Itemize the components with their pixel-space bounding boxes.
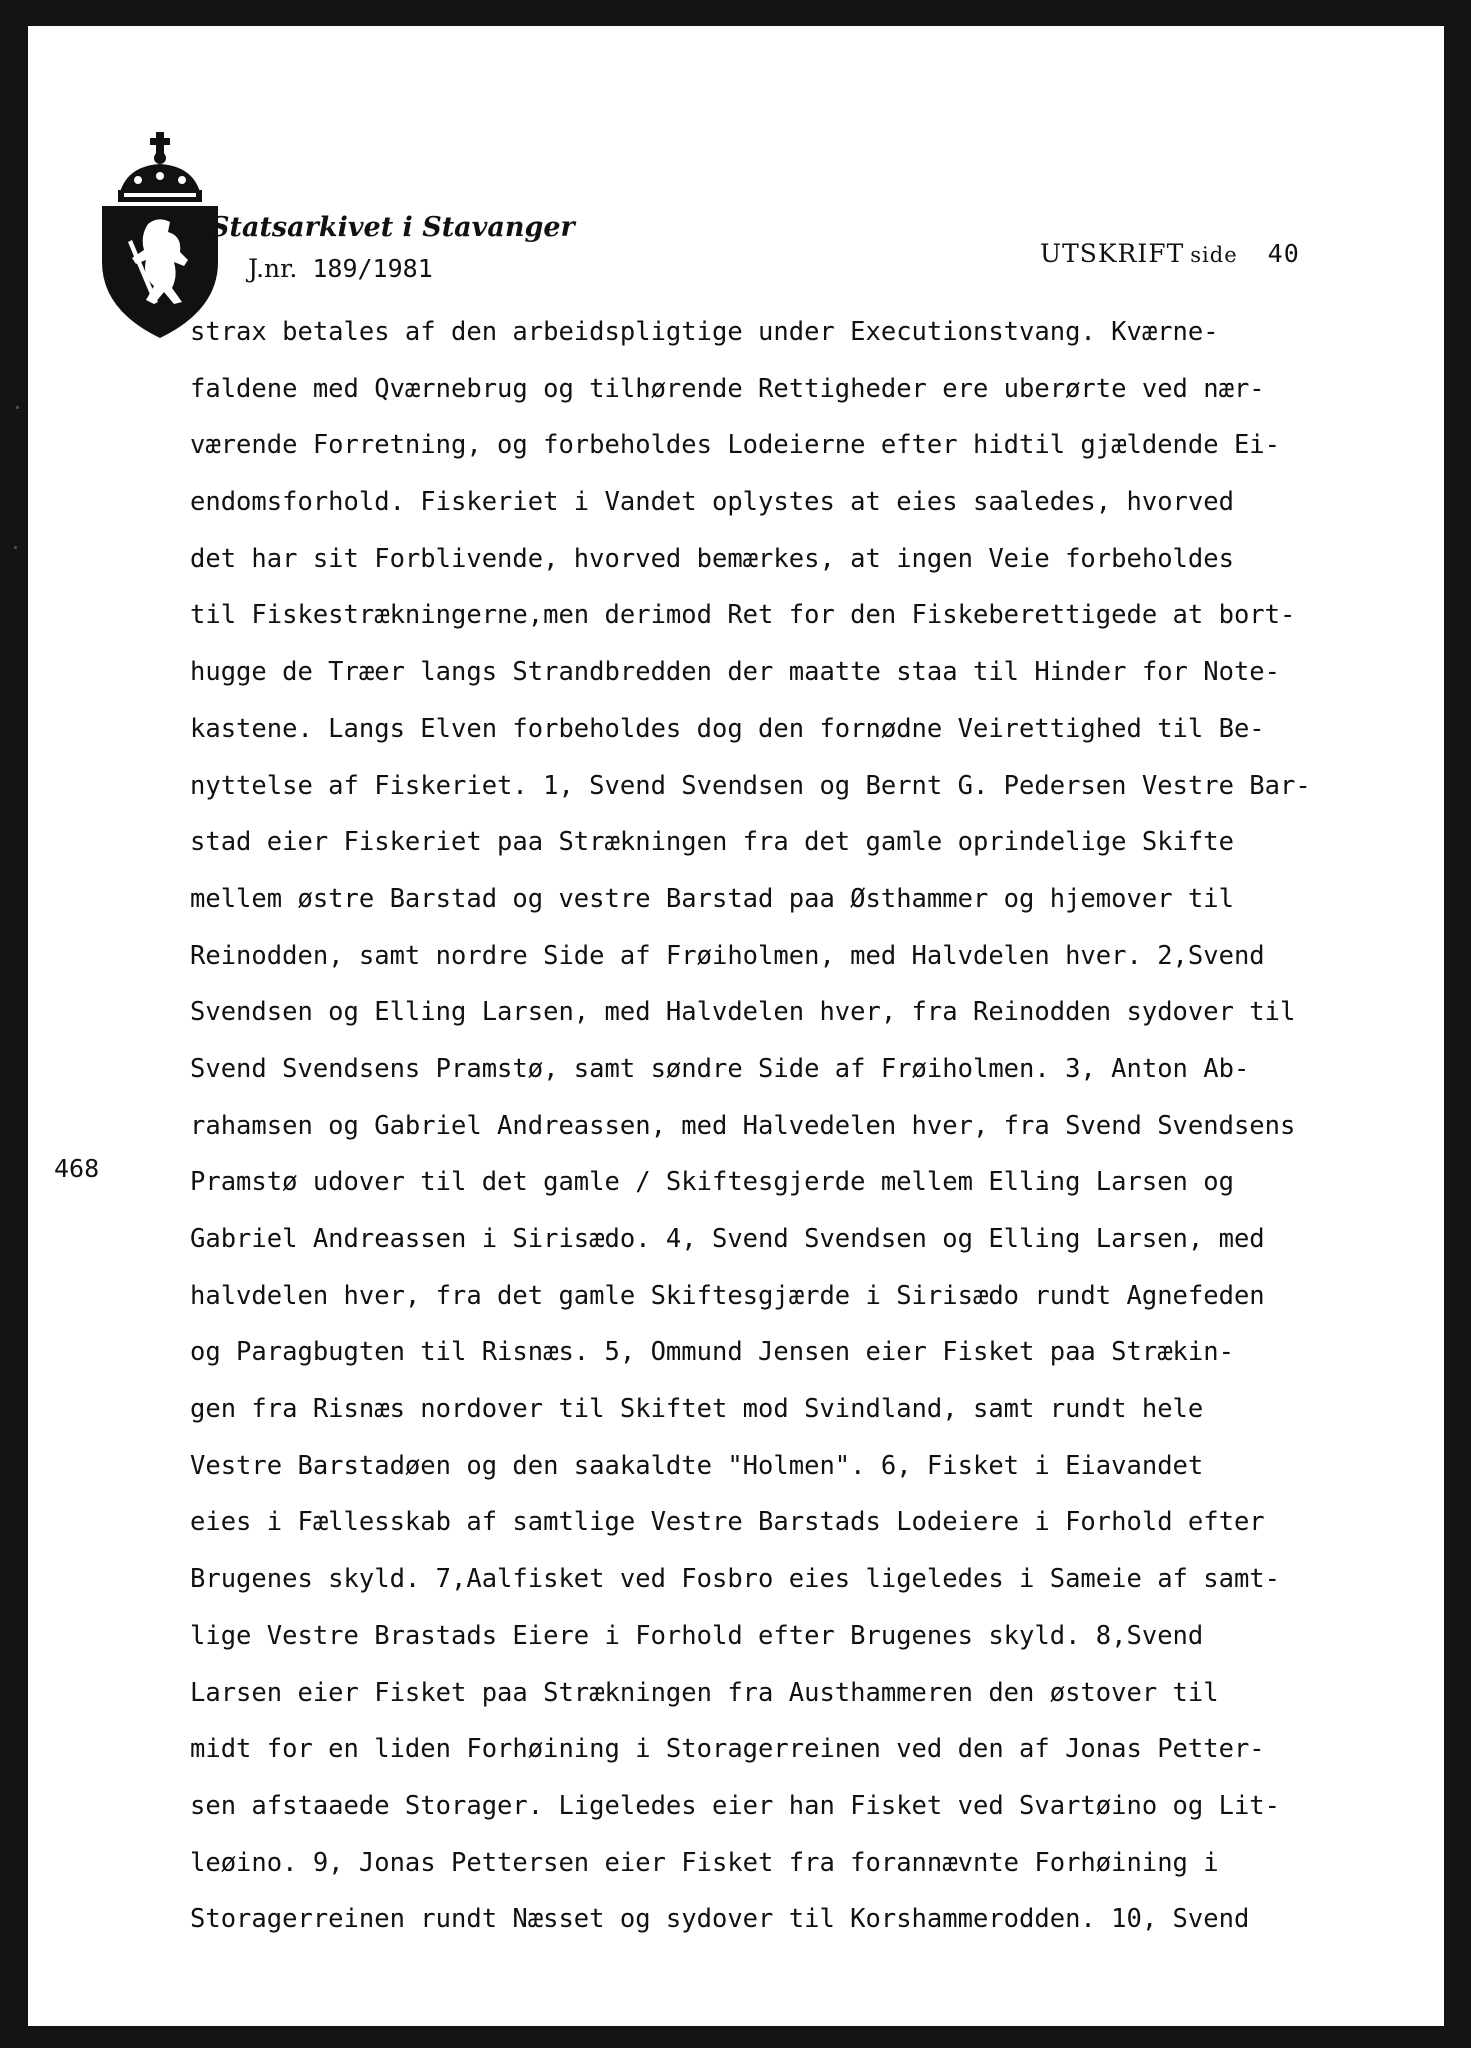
jnr-value: 189/1981: [312, 254, 433, 283]
text-line: nyttelse af Fiskeriet. 1, Svend Svendsen og Bernt G. Pedersen Vestre Bar-: [190, 770, 1311, 801]
text-line: Larsen eier Fisket paa Strækningen fra Austhammeren den østover til: [190, 1677, 1219, 1708]
text-line: Brugenes skyld. 7,Aalfisket ved Fosbro eies ligeledes i Sameie af samt-: [190, 1564, 1281, 1595]
text-line: Reinodden, samt nordre Side af Frøiholmen, med Halvdelen hver. 2,Svend: [190, 940, 1265, 971]
text-line: rahamsen og Gabriel Andreassen, med Halvedelen hver, fra Svend Svendsens: [190, 1110, 1296, 1141]
page-number: 40: [1267, 239, 1300, 268]
text-line: mellem østre Barstad og vestre Barstad paa Østhammer og hjemover til: [190, 883, 1234, 914]
text-line: det har sit Forblivende, hvorved bemærkes, at ingen Veie forbeholdes: [190, 543, 1234, 574]
text-line: Vestre Barstadøen og den saakaldte "Holmen". 6, Fisket i Eiavandet: [190, 1450, 1204, 1481]
text-line: og Paragbugten til Risnæs. 5, Ommund Jensen eier Fisket paa Strækin-: [190, 1337, 1234, 1368]
archive-name: Statsarkivet i Stavanger: [210, 212, 575, 243]
text-line: Svendsen og Elling Larsen, med Halvdelen hver, fra Reinodden sydover til: [190, 997, 1296, 1028]
document-page: [28, 26, 1444, 2026]
text-line: eies i Fællesskab af samtlige Vestre Barstads Lodeiere i Forhold efter: [190, 1507, 1265, 1538]
utskrift-label: UTSKRIFT: [1040, 239, 1185, 268]
text-line: faldene med Qværnebrug og tilhørende Rettigheder ere uberørte ved nær-: [190, 373, 1265, 404]
scan-speck: [16, 406, 19, 409]
text-line: endomsforhold. Fiskeriet i Vandet oplystes at eies saaledes, hvorved: [190, 487, 1234, 518]
text-line: Svend Svendsens Pramstø, samt søndre Side af Frøiholmen. 3, Anton Ab-: [190, 1053, 1250, 1084]
text-line: halvdelen hver, fra det gamle Skiftesgjærde i Sirisædo rundt Agnefeden: [190, 1280, 1265, 1311]
text-line: strax betales af den arbeidspligtige under Executionstvang. Kværne-: [190, 317, 1219, 347]
jnr-label: J.nr.: [248, 254, 298, 283]
side-label: side: [1190, 243, 1238, 267]
body-text: [190, 304, 1450, 1948]
journal-number: [248, 254, 433, 283]
text-line: gen fra Risnæs nordover til Skiftet mod Svindland, samt rundt hele: [190, 1394, 1204, 1425]
text-line: kastene. Langs Elven forbeholdes dog den fornødne Veirettighed til Be-: [190, 713, 1265, 744]
utskrift-header: [1040, 239, 1300, 268]
text-line: til Fiskestrækningerne,men derimod Ret for den Fiskeberettigede at bort-: [190, 600, 1296, 631]
text-line: værende Forretning, og forbeholdes Lodeierne efter hidtil gjældende Ei-: [190, 430, 1281, 461]
text-line: sen afstaaede Storager. Ligeledes eier han Fisket ved Svartøino og Lit-: [190, 1790, 1281, 1821]
margin-note: 468: [54, 1154, 100, 1183]
text-line: lige Vestre Brastads Eiere i Forhold efter Brugenes skyld. 8,Svend: [190, 1620, 1204, 1651]
text-line: Storagerreinen rundt Næsset og sydover til Korshammerodden. 10, Svend: [190, 1904, 1250, 1935]
text-line: hugge de Træer langs Strandbredden der maatte staa til Hinder for Note-: [190, 657, 1281, 688]
scan-speck: [14, 546, 17, 549]
text-line: leøino. 9, Jonas Pettersen eier Fisket fra forannævnte Forhøining i: [190, 1847, 1219, 1878]
text-line: Gabriel Andreassen i Sirisædo. 4, Svend Svendsen og Elling Larsen, med: [190, 1224, 1265, 1254]
text-line: midt for en liden Forhøining i Storagerreinen ved den af Jonas Petter-: [190, 1734, 1265, 1765]
text-line: Pramstø udover til det gamle / Skiftesgjerde mellem Elling Larsen og: [190, 1167, 1234, 1198]
text-line: stad eier Fiskeriet paa Strækningen fra det gamle oprindelige Skifte: [190, 827, 1234, 858]
